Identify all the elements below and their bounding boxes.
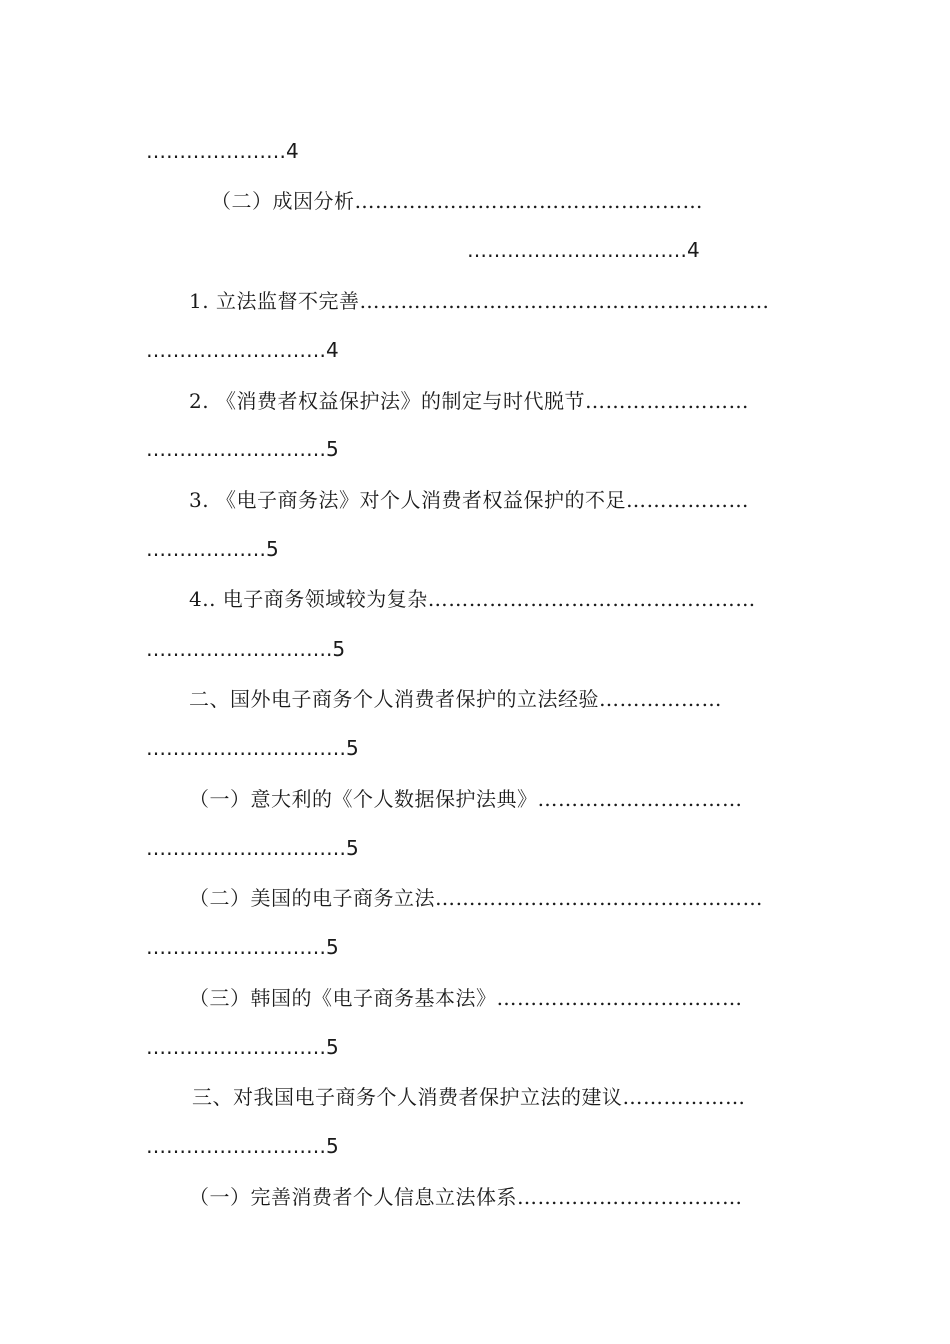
toc-continuation-line xyxy=(146,338,339,362)
toc-entry-text: …………………………5 xyxy=(146,736,359,760)
toc-entry-text: ……………………….5 xyxy=(146,637,346,661)
toc-entry-consumer-law xyxy=(189,389,749,413)
toc-entry-text: 4.. 电子商务领域较为复杂………………………………………… xyxy=(189,587,756,611)
toc-entry-text: 三、对我国电子商务个人消费者保护立法的建议……………… xyxy=(192,1085,746,1109)
toc-entry-text: 3. 《电子商务法》对个人消费者权益保护的不足……………… xyxy=(189,488,749,512)
toc-entry-text: ………………………5 xyxy=(146,437,339,461)
toc-entry-text: ………………………5 xyxy=(146,1035,339,1059)
toc-entry-korea xyxy=(189,986,743,1010)
toc-entry-text: ………………………5 xyxy=(146,935,339,959)
toc-entry-text: （一）意大利的《个人数据保护法典》………………………… xyxy=(189,787,743,811)
toc-continuation-line xyxy=(146,437,339,461)
toc-continuation-line xyxy=(467,238,700,262)
toc-entry-text: 2. 《消费者权益保护法》的制定与时代脱节…………………… xyxy=(189,389,749,413)
toc-continuation-line xyxy=(146,139,299,163)
toc-entry-text: ………………………4 xyxy=(146,338,339,362)
toc-entry-text: （二）成因分析…………………………………………… xyxy=(211,189,703,213)
toc-entry-text: 二、国外电子商务个人消费者保护的立法经验……………… xyxy=(189,687,722,711)
toc-entry-text: 1. 立法监督不完善…………………………………………………… xyxy=(189,289,770,313)
toc-entry-text: ………………………5 xyxy=(146,1134,339,1158)
toc-entry-complex-field xyxy=(189,587,756,611)
toc-entry-legislative-supervision xyxy=(189,289,769,313)
toc-entry-ecommerce-law xyxy=(189,488,749,512)
toc-entry-text: …………………4 xyxy=(146,139,299,163)
toc-entry-text: （二）美国的电子商务立法………………………………………… xyxy=(189,886,763,910)
toc-continuation-line xyxy=(146,935,339,959)
toc-entry-foreign-experience xyxy=(189,687,722,711)
toc-entry-text: ……………………………4 xyxy=(467,238,700,262)
toc-entry-causes xyxy=(211,189,703,213)
toc-entry-italy xyxy=(189,787,743,811)
toc-entry-text: （三）韩国的《电子商务基本法》……………………………… xyxy=(189,986,743,1010)
toc-entry-text: ………………5 xyxy=(146,537,279,561)
toc-entry-text: …………………………5 xyxy=(146,836,359,860)
toc-entry-suggestions xyxy=(192,1085,746,1109)
toc-continuation-line xyxy=(146,736,359,760)
toc-continuation-line xyxy=(146,836,359,860)
toc-entry-text: （一）完善消费者个人信息立法体系…………………………… xyxy=(189,1185,743,1209)
toc-continuation-line xyxy=(146,637,345,661)
toc-entry-usa xyxy=(189,886,763,910)
toc-continuation-line xyxy=(146,1035,339,1059)
toc-entry-improve-system xyxy=(189,1185,743,1209)
toc-continuation-line xyxy=(146,1134,339,1158)
toc-continuation-line xyxy=(146,537,279,561)
